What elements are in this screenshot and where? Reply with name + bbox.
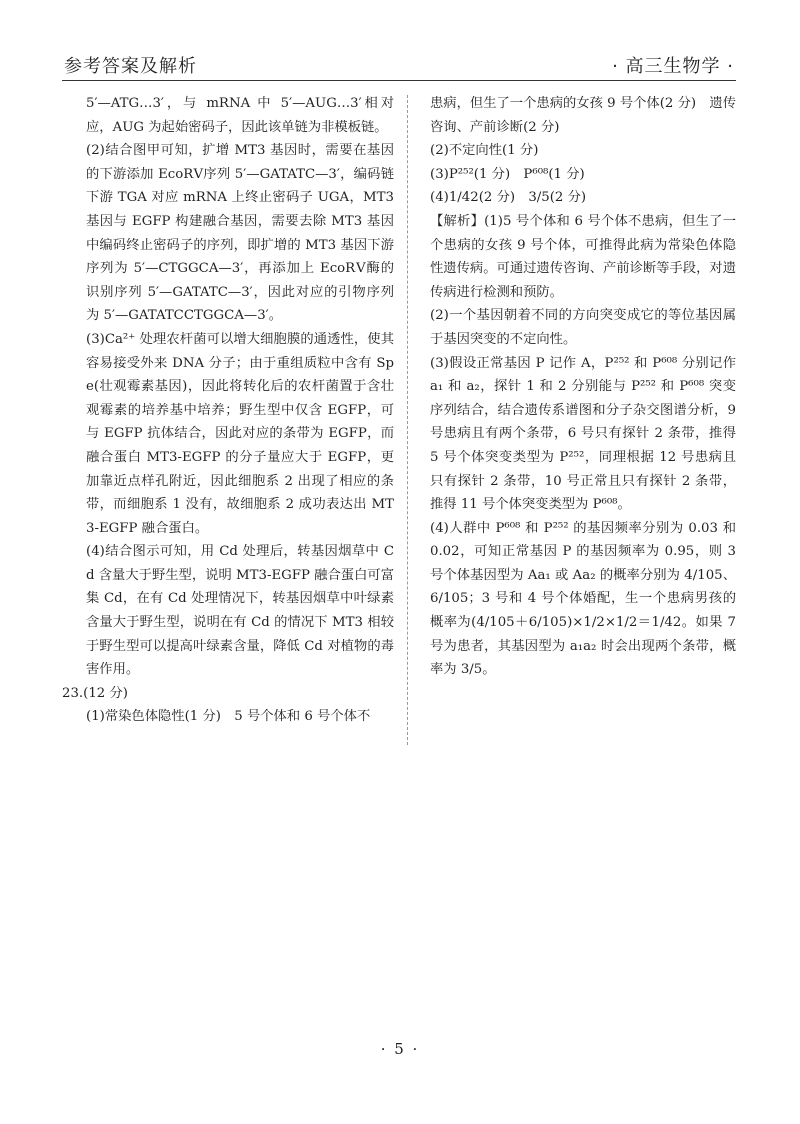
answer-paragraph-9: (4)1/42(2 分) 3/5(2 分) [430, 190, 587, 206]
answer-paragraph-4: (4)结合图示可知，用 Cd 处理后，转基因烟草中 Cd 含量大于野生型，说明 MT3-EGFP 融合蛋白可富集 Cd，在有 Cd 处理情况下，转基因烟草中叶绿素含量大于野生型，说明在有 Cd 的情况下 MT3 相较于野生型可以提高叶绿素含量，降低 Cd 对植物的毒害作用。 [86, 544, 394, 678]
header-rule [62, 80, 736, 81]
column-divider [407, 95, 408, 745]
answer-paragraph-3: (3)Ca²⁺ 处理农杆菌可以增大细胞膜的通透性，使其容易接受外来 DNA 分子；由于重组质粒中含有 Spe(壮观霉素基因)，因此将转化后的农杆菌置于含壮观霉素的培养基中培养；野生型中仅含 EGFP，可与 EGFP 抗体结合，因此对应的条带为 EGFP，而融合蛋白 MT3-EGFP 的分子量应大于 EGFP，更加靠近点样孔附近，因此细胞系 2 出现了相应的条带，而细胞系 1 没有，故细胞系 2 成功表达出 MT3-EGFP 融合蛋白。 [86, 331, 394, 536]
analysis-paragraph-1: 【解析】(1)5 号个体和 6 号个体不患病，但生了一个患病的女孩 9 号个体，可推得此病为常染色体隐性遗传病。可通过遗传咨询、产前诊断等手段，对遗传病进行检测和预防。 [430, 213, 736, 300]
answer-paragraph-5: (1)常染色体隐性(1 分) 5 号个体和 6 号个体不 [86, 709, 371, 725]
page-number: · 5 · [380, 1040, 420, 1058]
answer-paragraph-7: (2)不定向性(1 分) [430, 143, 539, 159]
answer-paragraph-6: 患病，但生了一个患病的女孩 9 号个体(2 分) 遗传咨询、产前诊断(2 分) [430, 96, 736, 135]
page-header [62, 48, 736, 76]
answer-paragraph-8: (3)P²⁵²(1 分) P⁶⁰⁸(1 分) [430, 166, 585, 182]
header-subject: · 高三生物学 · [612, 56, 734, 77]
left-column [62, 92, 394, 729]
question-23-heading: 23.(12 分) [62, 685, 128, 701]
analysis-paragraph-3: (3)假设正常基因 P 记作 A，P²⁵² 和 P⁶⁰⁸ 分别记作 a₁ 和 a₂，探针 1 和 2 分别能与 P²⁵² 和 P⁶⁰⁸ 突变序列结合，结合遗传系谱图和分子杂交图谱分析，9 号患病且有两个条带，6 号只有探针 2 条带，推得 5 号个体突变类型为 P²⁵²，同理根据 12 号患病且只有探针 2 条带，10 号正常且只有探针 2 条带，推得 11 号个体突变类型为 P⁶⁰⁸。 [430, 355, 736, 513]
analysis-paragraph-2: (2)一个基因朝着不同的方向突变成它的等位基因属于基因突变的不定向性。 [430, 308, 736, 347]
answer-paragraph-1: 5′—ATG…3′，与 mRNA 中 5′—AUG…3′相对应，AUG 为起始密码子，因此该单链为非模板链。 [86, 96, 394, 135]
analysis-paragraph-4: (4)人群中 P⁶⁰⁸ 和 P²⁵² 的基因频率分别为 0.03 和 0.02，可知正常基因 P 的基因频率为 0.95，则 3 号个体基因型为 Aa₁ 或 Aa₂ 的概率分别为 4/105、6/105；3 号和 4 号个体婚配，生一个患病男孩的概率为(4/105＋6/105)×1/2×1/2＝1/42。如果 7 号为患者，其基因型为 a₁a₂ 时会出现两个条带，概率为 3/5。 [430, 520, 736, 678]
right-column [430, 92, 736, 682]
answer-paragraph-2: (2)结合图甲可知，扩增 MT3 基因时，需要在基因的下游添加 EcoRⅤ序列 5′—GATATC—3′，编码链下游 TGA 对应 mRNA 上终止密码子 UGA，MT3 基因与 EGFP 构建融合基因，需要去除 MT3 基因中编码终止密码子的序列，即扩增的 MT3 基因下游序列为 5′—CTGGCA—3′，再添加上 EcoRⅤ酶的识别序列 5′—GATATC—3′，因此对应的引物序列为 5′—GATATCCTGGCA—3′。 [86, 143, 394, 324]
header-title: 参考答案及解析 [64, 56, 197, 77]
